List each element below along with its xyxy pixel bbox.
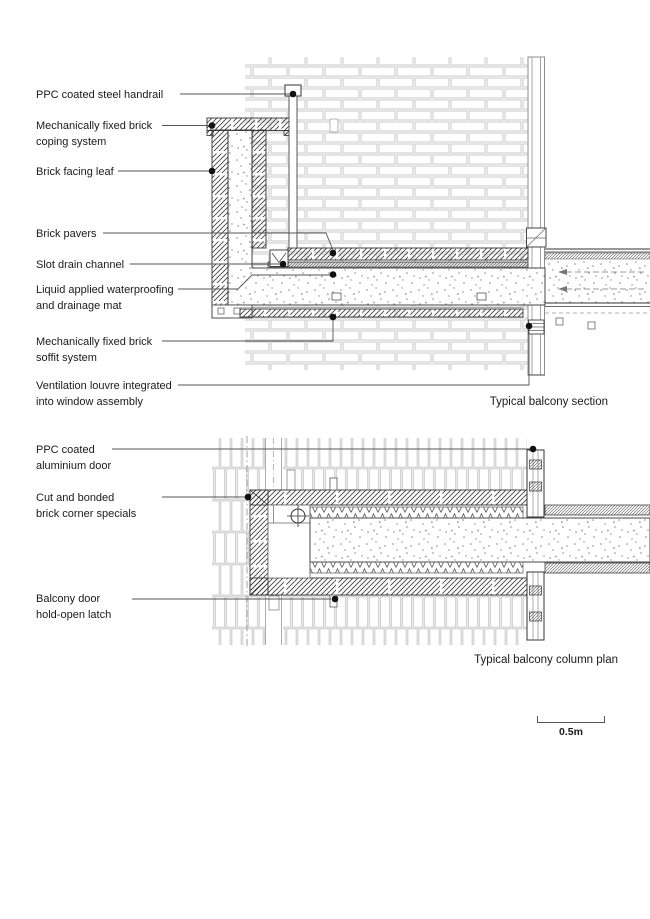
callout-handrail [36,87,163,103]
callout-line: Slot drain channel [36,259,125,271]
callout-waterproofing [36,282,174,314]
brick-elevation-grid [245,57,528,370]
scale-bar [537,715,605,738]
fixing-bracket-top [330,478,337,490]
callout-line: PPC coated steel handrail [36,89,164,101]
callout-line: hold-open latch [36,609,112,621]
callout-line: coping system [36,136,107,148]
interior-wall-band-top [545,505,650,515]
section-title: Typical balcony section [489,396,608,408]
callout-slot-drain [36,257,124,273]
weep-vent [330,119,338,132]
plan-title: Typical balcony column plan [474,654,618,666]
callout-corner-specials [36,490,136,522]
callout-line: Brick pavers [36,228,97,240]
callout-line: soffit system [36,352,97,364]
callout-line: Cut and bonded [36,492,115,504]
section-drawing [0,0,650,432]
callout-soffit [36,334,152,366]
concrete-column-core [310,518,650,562]
callout-louvre [36,378,172,410]
insulation-bottom [310,562,523,573]
callout-coping [36,118,152,150]
callout-line: Ventilation louvre integrated [36,380,172,392]
callout-facing-leaf [36,164,114,180]
callout-hold-open-latch [36,591,111,623]
interior-wall-band-bottom [545,563,650,573]
callout-line: Liquid applied waterproofing [36,284,174,296]
door-frame-lower [527,572,544,640]
insulation-top [310,507,523,518]
callout-line: and drainage mat [36,300,122,312]
concrete-slab [228,268,545,305]
callout-line: Brick facing leaf [36,166,114,178]
callout-line: Mechanically fixed brick [36,120,153,132]
door-reveal-bottom [265,595,283,645]
callout-line: PPC coated [36,444,95,456]
scale-bar-line [537,715,605,723]
callout-line: aluminium door [36,460,112,472]
waterproofing-membrane [268,262,528,267]
brick-facing-leaf [212,130,228,318]
drainage-outlet [477,293,486,300]
callout-line: into window assembly [36,396,143,408]
brick-pavers [288,248,528,260]
callout-pavers [36,226,97,242]
scale-bar-tick [604,716,605,722]
interior-floor [545,249,650,329]
scale-bar-label: 0.5m [559,726,583,738]
scale-bar-tick [537,716,538,722]
drainage-outlet [332,293,341,300]
inner-brick-leaf [252,130,266,248]
brick-soffit [240,308,523,318]
callout-line: brick corner specials [36,508,137,520]
callout-line: Mechanically fixed brick [36,336,153,348]
door-frame-upper [527,450,544,517]
callout-ppc-door [36,442,111,474]
callout-line: Balcony door [36,593,101,605]
